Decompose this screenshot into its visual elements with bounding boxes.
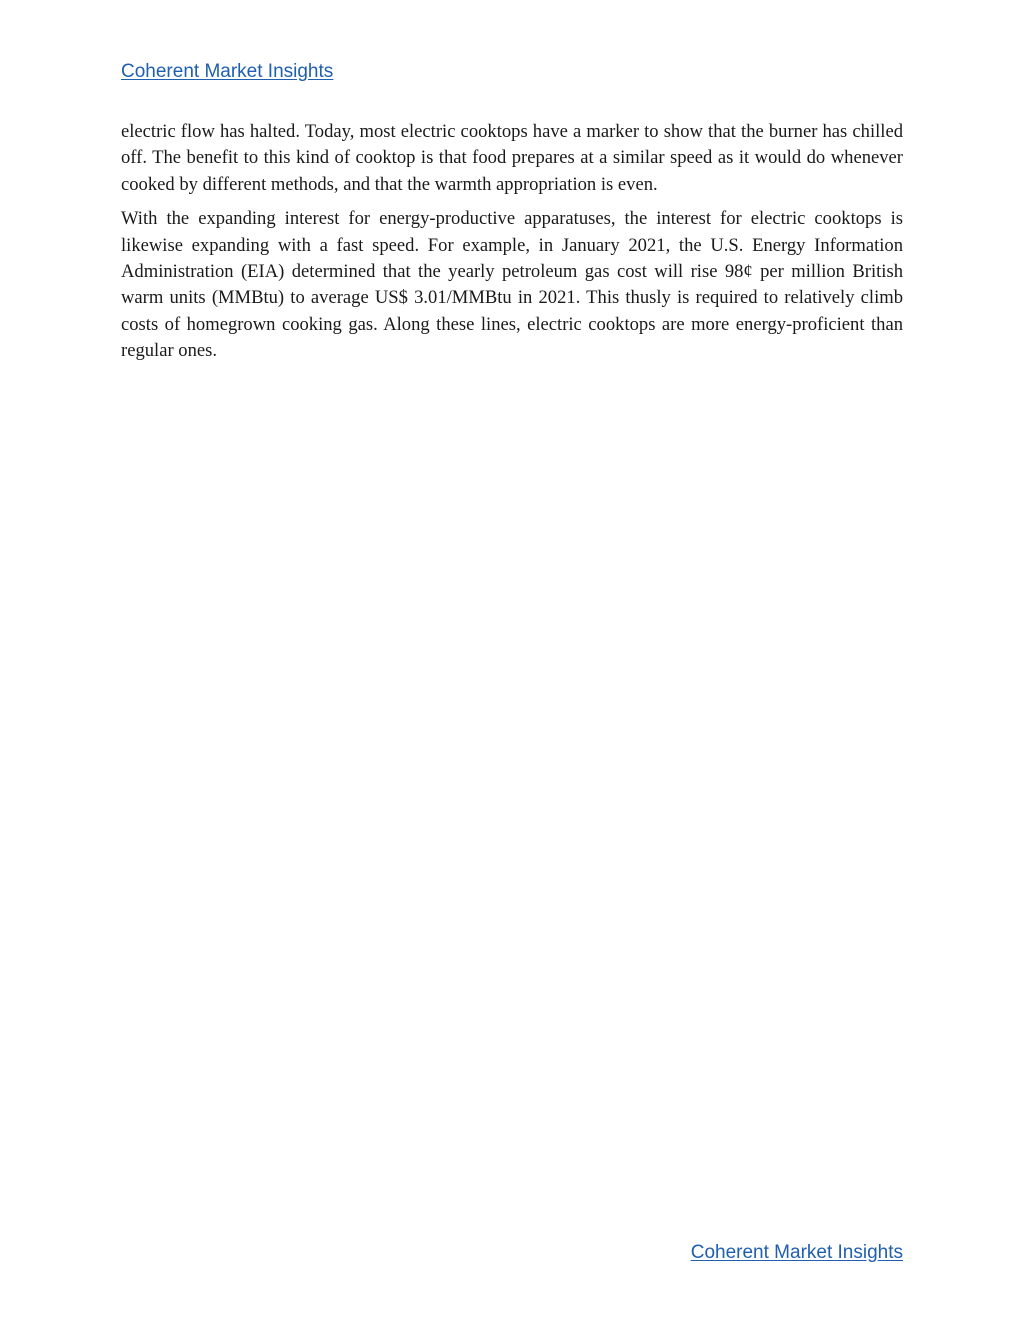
paragraph-2: With the expanding interest for energy-productive apparatuses, the interest for electric cooktops is likewise expanding with a fast speed. For example, in January 2021, the U.S. Energy Information Administration (EIA) determined that the yearly petroleum gas cost will rise 98¢ per million British warm units (MMBtu) to average US$ 3.01/MMBtu in 2021. This thusly is required to relatively climb costs of homegrown cooking gas. Along these lines, electric cooktops are more energy-proficient than regular ones. bbox=[121, 208, 903, 362]
body-text bbox=[121, 119, 903, 373]
header-link[interactable]: Coherent Market Insights bbox=[121, 61, 334, 82]
footer-link[interactable]: Coherent Market Insights bbox=[690, 1242, 903, 1263]
paragraph-1: electric flow has halted. Today, most electric cooktops have a marker to show that the burner has chilled off. The benefit to this kind of cooktop is that food prepares at a similar speed as it would do whenever cooked by different methods, and that the warmth appropriation is even. bbox=[121, 121, 903, 195]
